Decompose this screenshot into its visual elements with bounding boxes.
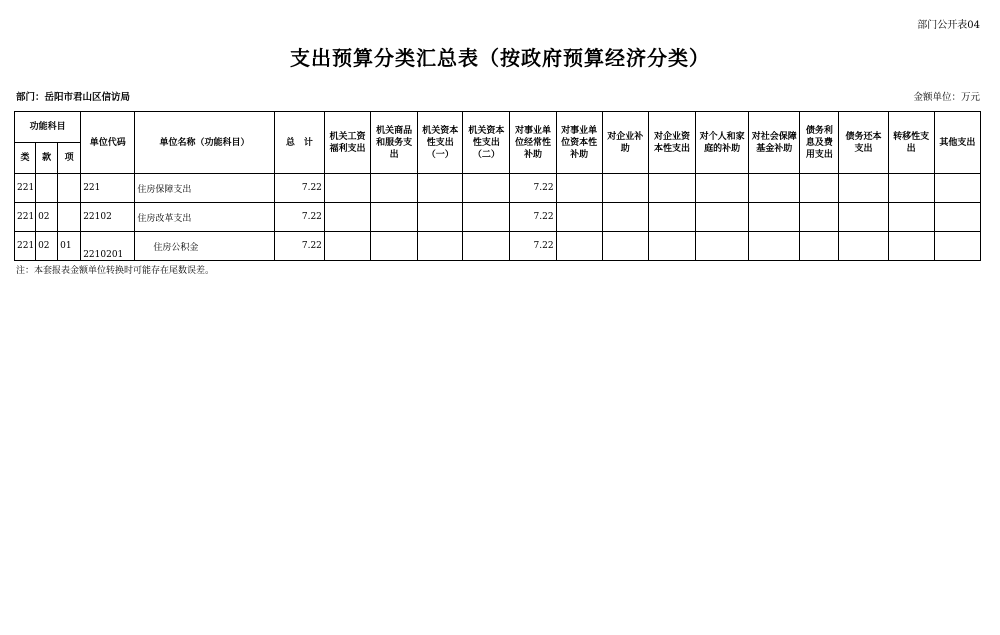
- cell-c8: [648, 203, 695, 232]
- cell-c12: [839, 174, 888, 203]
- cell-xiang: [58, 174, 81, 203]
- cell-c6: [556, 203, 602, 232]
- cell-c1: [324, 174, 370, 203]
- header-lei: 类: [15, 143, 36, 174]
- cell-c7: [602, 232, 648, 261]
- cell-c11: [800, 232, 839, 261]
- cell-c13: [888, 174, 934, 203]
- header-c12: 债务还本支出: [839, 112, 888, 174]
- cell-kuan: 02: [36, 203, 58, 232]
- cell-lei: 221: [15, 232, 36, 261]
- header-c11: 债务利息及费用支出: [800, 112, 839, 174]
- footnote: 注：本套报表金额单位转换时可能存在尾数误差。: [16, 266, 215, 276]
- header-func-group: 功能科目: [15, 112, 81, 143]
- form-number: 部门公开表04: [917, 20, 980, 31]
- header-c2: 机关商品和服务支出: [371, 112, 418, 174]
- cell-c4: [463, 174, 510, 203]
- cell-c10: [749, 232, 800, 261]
- cell-code: 221: [81, 174, 135, 203]
- cell-total: 7.22: [274, 232, 324, 261]
- page-title: 支出预算分类汇总表（按政府预算经济分类）: [290, 46, 710, 70]
- cell-c4: [463, 203, 510, 232]
- cell-total: 7.22: [274, 203, 324, 232]
- cell-c5: 7.22: [510, 174, 556, 203]
- cell-xiang: 01: [58, 232, 81, 261]
- cell-c7: [602, 203, 648, 232]
- cell-c2: [371, 203, 418, 232]
- header-c13: 转移性支出: [888, 112, 934, 174]
- cell-c11: [800, 203, 839, 232]
- table-row: [15, 232, 981, 261]
- cell-c13: [888, 232, 934, 261]
- header-c7: 对企业补助: [602, 112, 648, 174]
- department-label: 部门：岳阳市君山区信访局: [16, 92, 131, 103]
- cell-c6: [556, 232, 602, 261]
- cell-c3: [418, 203, 463, 232]
- cell-c14: [934, 232, 980, 261]
- cell-kuan: [36, 174, 58, 203]
- header-c4: 机关资本性支出（二）: [463, 112, 510, 174]
- cell-c13: [888, 203, 934, 232]
- cell-c3: [418, 174, 463, 203]
- header-c3: 机关资本性支出（一）: [418, 112, 463, 174]
- header-c10: 对社会保障基金补助: [749, 112, 800, 174]
- cell-c4: [463, 232, 510, 261]
- cell-name: 住房公积金: [135, 232, 274, 261]
- header-c8: 对企业资本性支出: [648, 112, 695, 174]
- header-c6: 对事业单位资本性补助: [556, 112, 602, 174]
- table-row: [15, 174, 981, 203]
- cell-c14: [934, 203, 980, 232]
- table-row: [15, 203, 981, 232]
- cell-lei: 221: [15, 203, 36, 232]
- cell-c8: [648, 174, 695, 203]
- cell-c2: [371, 232, 418, 261]
- cell-c2: [371, 174, 418, 203]
- cell-lei: 221: [15, 174, 36, 203]
- cell-c1: [324, 232, 370, 261]
- cell-c12: [839, 232, 888, 261]
- header-kuan: 款: [36, 143, 58, 174]
- header-unit-name: 单位名称（功能科目）: [135, 112, 274, 174]
- cell-name: 住房保障支出: [135, 174, 274, 203]
- header-c1: 机关工资福利支出: [324, 112, 370, 174]
- cell-c9: [696, 203, 749, 232]
- header-c14: 其他支出: [934, 112, 980, 174]
- cell-c5: 7.22: [510, 203, 556, 232]
- cell-code: 22102: [81, 203, 135, 232]
- header-unit-code: 单位代码: [81, 112, 135, 174]
- budget-table: [14, 111, 981, 261]
- header-c5: 对事业单位经常性补助: [510, 112, 556, 174]
- cell-name: 住房改革支出: [135, 203, 274, 232]
- cell-c10: [749, 203, 800, 232]
- cell-c10: [749, 174, 800, 203]
- cell-c14: [934, 174, 980, 203]
- cell-c8: [648, 232, 695, 261]
- cell-c5: 7.22: [510, 232, 556, 261]
- cell-kuan: 02: [36, 232, 58, 261]
- cell-c9: [696, 232, 749, 261]
- cell-xiang: [58, 203, 81, 232]
- cell-c6: [556, 174, 602, 203]
- header-total: 总 计: [274, 112, 324, 174]
- cell-c3: [418, 232, 463, 261]
- cell-c12: [839, 203, 888, 232]
- header-xiang: 项: [58, 143, 81, 174]
- cell-c7: [602, 174, 648, 203]
- cell-total: 7.22: [274, 174, 324, 203]
- cell-c9: [696, 174, 749, 203]
- cell-c1: [324, 203, 370, 232]
- amount-unit-label: 金额单位：万元: [913, 92, 980, 103]
- cell-code: 2210201: [81, 232, 135, 261]
- header-c9: 对个人和家庭的补助: [696, 112, 749, 174]
- cell-c11: [800, 174, 839, 203]
